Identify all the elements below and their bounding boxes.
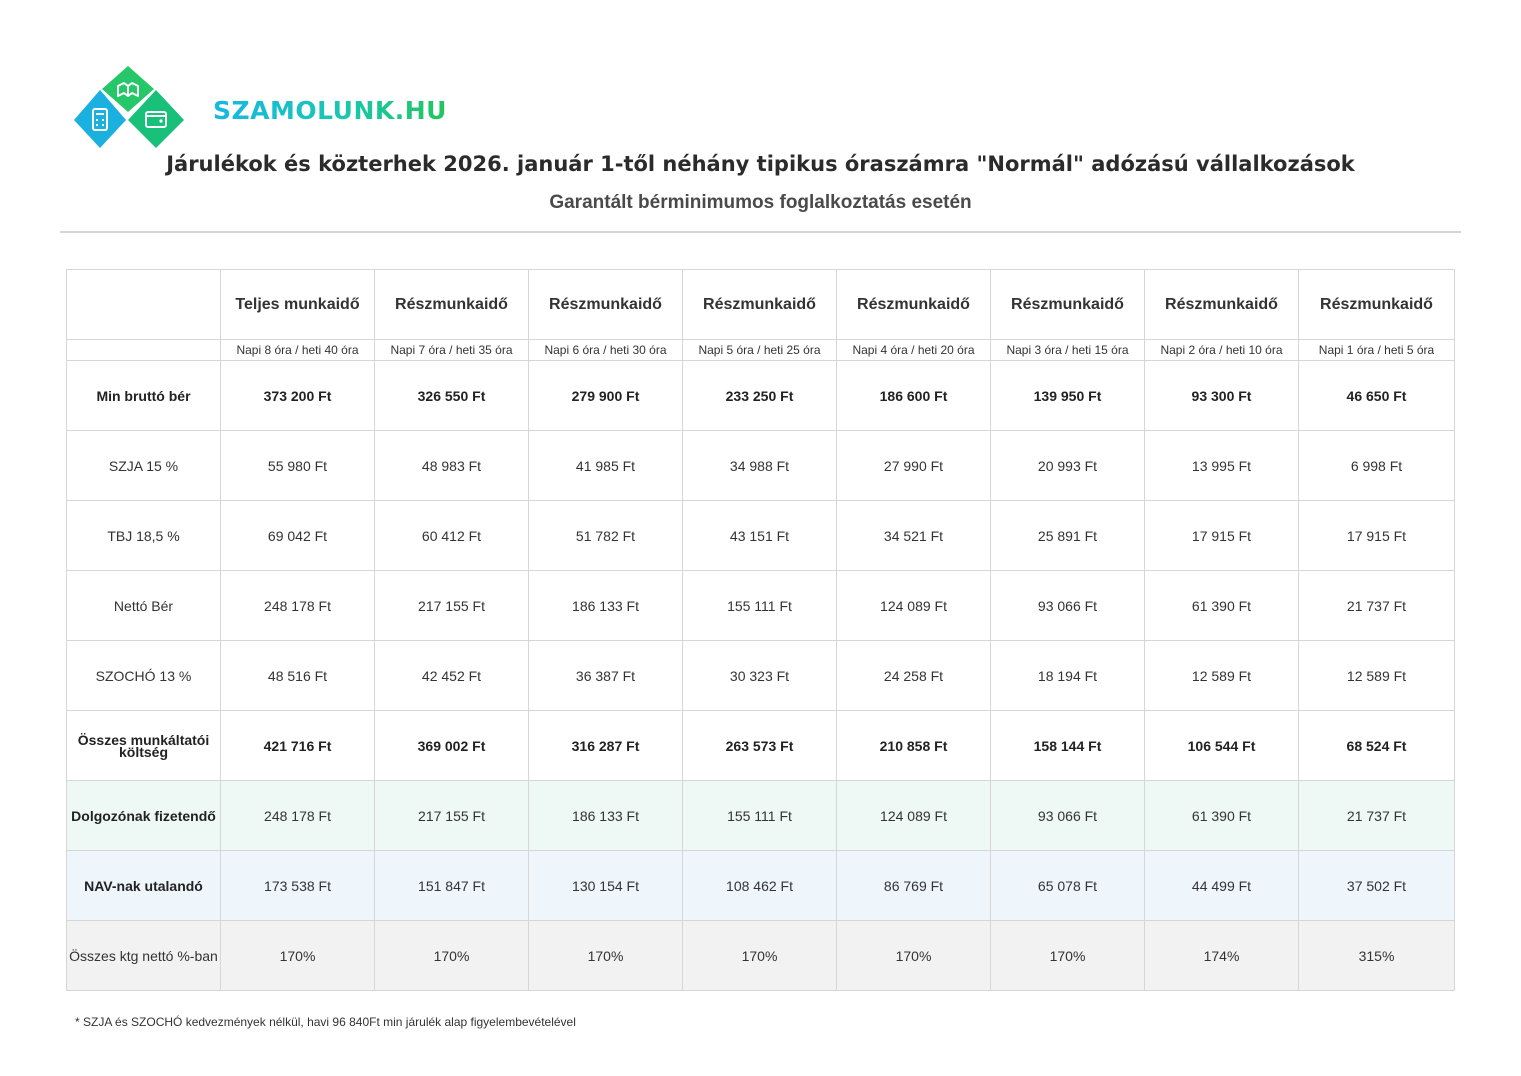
column-title: Teljes munkaidő	[221, 270, 375, 340]
header-row	[67, 270, 1455, 340]
table-cell: 151 847 Ft	[375, 851, 529, 921]
table-cell: 37 502 Ft	[1299, 851, 1455, 921]
table-cell: 36 387 Ft	[529, 641, 683, 711]
table-cell: 93 066 Ft	[991, 571, 1145, 641]
table-cell: 369 002 Ft	[375, 711, 529, 781]
table-cell: 279 900 Ft	[529, 361, 683, 431]
row-label: SZJA 15 %	[67, 431, 221, 501]
table-cell: 124 089 Ft	[837, 781, 991, 851]
table-cell: 316 287 Ft	[529, 711, 683, 781]
table-cell: 34 521 Ft	[837, 501, 991, 571]
column-title: Részmunkaidő	[991, 270, 1145, 340]
table-cell: 186 133 Ft	[529, 571, 683, 641]
table-cell: 174%	[1145, 921, 1299, 991]
table-cell: 17 915 Ft	[1145, 501, 1299, 571]
table-cell: 65 078 Ft	[991, 851, 1145, 921]
footnote: * SZJA és SZOCHÓ kedvezmények nélkül, havi 96 840Ft min járulék alap figyelembevételével	[75, 1015, 576, 1029]
row-label: Dolgozónak fizetendő	[67, 781, 221, 851]
table-cell: 186 600 Ft	[837, 361, 991, 431]
logo-mark	[74, 64, 186, 150]
row-label: Nettó Bér	[67, 571, 221, 641]
page-title: Járulékok és közterhek 2026. január 1-től néhány tipikus óraszámra "Normál" adózású vállalkozások	[166, 152, 1355, 176]
table-cell: 170%	[991, 921, 1145, 991]
table-cell: 248 178 Ft	[221, 571, 375, 641]
table-cell: 17 915 Ft	[1299, 501, 1455, 571]
table-cell: 61 390 Ft	[1145, 781, 1299, 851]
table-cell: 155 111 Ft	[683, 781, 837, 851]
column-hours: Napi 7 óra / heti 35 óra	[375, 340, 529, 361]
header-divider	[60, 231, 1461, 233]
column-hours: Napi 5 óra / heti 25 óra	[683, 340, 837, 361]
table-cell: 93 300 Ft	[1145, 361, 1299, 431]
column-title: Részmunkaidő	[837, 270, 991, 340]
table-cell: 12 589 Ft	[1145, 641, 1299, 711]
table-cell: 158 144 Ft	[991, 711, 1145, 781]
table-cell: 106 544 Ft	[1145, 711, 1299, 781]
table-row	[67, 361, 1455, 431]
column-title: Részmunkaidő	[375, 270, 529, 340]
table-cell: 155 111 Ft	[683, 571, 837, 641]
table-cell: 217 155 Ft	[375, 571, 529, 641]
table-row	[67, 711, 1455, 781]
table-cell: 139 950 Ft	[991, 361, 1145, 431]
table-cell: 248 178 Ft	[221, 781, 375, 851]
page-subtitle: Garantált bérminimumos foglalkoztatás esetén	[549, 192, 972, 213]
column-title: Részmunkaidő	[1145, 270, 1299, 340]
table-cell: 27 990 Ft	[837, 431, 991, 501]
table-cell: 170%	[529, 921, 683, 991]
row-label: SZOCHÓ 13 %	[67, 641, 221, 711]
table-cell: 55 980 Ft	[221, 431, 375, 501]
table-cell: 13 995 Ft	[1145, 431, 1299, 501]
table-cell: 421 716 Ft	[221, 711, 375, 781]
table-cell: 61 390 Ft	[1145, 571, 1299, 641]
column-hours: Napi 3 óra / heti 15 óra	[991, 340, 1145, 361]
table-cell: 315%	[1299, 921, 1455, 991]
table-cell: 25 891 Ft	[991, 501, 1145, 571]
table-cell: 217 155 Ft	[375, 781, 529, 851]
row-label: NAV-nak utalandó	[67, 851, 221, 921]
table-row	[67, 571, 1455, 641]
table-cell: 108 462 Ft	[683, 851, 837, 921]
table-cell: 18 194 Ft	[991, 641, 1145, 711]
corner-cell	[67, 340, 221, 361]
table-row	[67, 851, 1455, 921]
table-cell: 34 988 Ft	[683, 431, 837, 501]
table-cell: 233 250 Ft	[683, 361, 837, 431]
column-title: Részmunkaidő	[1299, 270, 1455, 340]
table-row	[67, 431, 1455, 501]
column-hours: Napi 8 óra / heti 40 óra	[221, 340, 375, 361]
table-cell: 93 066 Ft	[991, 781, 1145, 851]
corner-cell	[67, 270, 221, 340]
table-cell: 68 524 Ft	[1299, 711, 1455, 781]
table-cell: 124 089 Ft	[837, 571, 991, 641]
table-cell: 173 538 Ft	[221, 851, 375, 921]
table-cell: 210 858 Ft	[837, 711, 991, 781]
table-cell: 373 200 Ft	[221, 361, 375, 431]
table-cell: 86 769 Ft	[837, 851, 991, 921]
table-cell: 170%	[837, 921, 991, 991]
table-cell: 48 516 Ft	[221, 641, 375, 711]
table-cell: 263 573 Ft	[683, 711, 837, 781]
contributions-table	[66, 269, 1455, 991]
table-cell: 51 782 Ft	[529, 501, 683, 571]
hours-row	[67, 340, 1455, 361]
row-label: Min bruttó bér	[67, 361, 221, 431]
table-cell: 326 550 Ft	[375, 361, 529, 431]
table-row	[67, 921, 1455, 991]
table-row	[67, 501, 1455, 571]
table-row	[67, 641, 1455, 711]
table-cell: 6 998 Ft	[1299, 431, 1455, 501]
column-hours: Napi 1 óra / heti 5 óra	[1299, 340, 1455, 361]
table-cell: 44 499 Ft	[1145, 851, 1299, 921]
table-row	[67, 781, 1455, 851]
row-label: Összes ktg nettó %-ban	[67, 921, 221, 991]
table-cell: 170%	[375, 921, 529, 991]
table-cell: 60 412 Ft	[375, 501, 529, 571]
column-hours: Napi 6 óra / heti 30 óra	[529, 340, 683, 361]
brand-name: SZAMOLUNK.HU	[213, 96, 447, 125]
table-cell: 130 154 Ft	[529, 851, 683, 921]
table-cell: 12 589 Ft	[1299, 641, 1455, 711]
row-label: TBJ 18,5 %	[67, 501, 221, 571]
table-cell: 24 258 Ft	[837, 641, 991, 711]
table-cell: 41 985 Ft	[529, 431, 683, 501]
table-cell: 170%	[683, 921, 837, 991]
table-cell: 21 737 Ft	[1299, 781, 1455, 851]
table-cell: 20 993 Ft	[991, 431, 1145, 501]
table-cell: 48 983 Ft	[375, 431, 529, 501]
column-hours: Napi 4 óra / heti 20 óra	[837, 340, 991, 361]
column-title: Részmunkaidő	[529, 270, 683, 340]
table-cell: 21 737 Ft	[1299, 571, 1455, 641]
table-cell: 30 323 Ft	[683, 641, 837, 711]
column-hours: Napi 2 óra / heti 10 óra	[1145, 340, 1299, 361]
table-cell: 69 042 Ft	[221, 501, 375, 571]
table-cell: 170%	[221, 921, 375, 991]
table-cell: 46 650 Ft	[1299, 361, 1455, 431]
table-cell: 42 452 Ft	[375, 641, 529, 711]
row-label: Összes munkáltatói költség	[67, 711, 221, 781]
column-title: Részmunkaidő	[683, 270, 837, 340]
table-cell: 186 133 Ft	[529, 781, 683, 851]
table-cell: 43 151 Ft	[683, 501, 837, 571]
